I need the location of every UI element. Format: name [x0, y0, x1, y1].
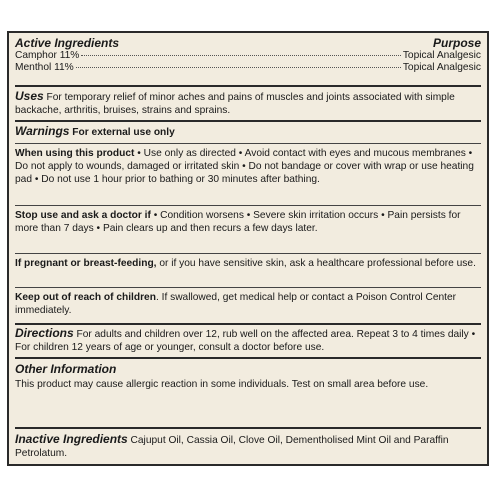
- other-info-section: [15, 363, 481, 391]
- section-divider: [15, 357, 481, 359]
- inactive-ingredients-section: [15, 433, 481, 460]
- directions-heading: Directions: [15, 326, 74, 340]
- ingredient-name: Camphor 11%: [15, 50, 80, 61]
- stop-use-section: [15, 209, 481, 235]
- ingredient-purpose: Topical Analgesic: [402, 50, 481, 61]
- warnings-header: [15, 125, 481, 139]
- uses-text: For temporary relief of minor aches and pains of muscles and joints associated with simple backache, arthritis, bruises, strains and sprains.: [15, 92, 455, 116]
- inactive-ingredients-heading: Inactive Ingredients: [15, 432, 128, 446]
- directions-text: For adults and children over 12, rub well on the affected area. Repeat 3 to 4 times daily • For children 12 years of age or younger, consult a doctor before use.: [15, 329, 476, 353]
- ingredient-purpose: Topical Analgesic: [402, 62, 481, 73]
- children-section: [15, 291, 481, 317]
- inactive-ingredients-text: Cajuput Oil, Cassia Oil, Clove Oil, Dementholised Mint Oil and Paraffin Petrolatum.: [15, 435, 449, 459]
- when-using-text: • Use only as directed • Avoid contact with eyes and mucous membranes • Do not apply to wounds, damaged or irritated skin • Do not bandage or cover with wrap or use heating pad • Do not use 1 hour prior to bathing or 30 minutes after bathing.: [15, 148, 474, 185]
- ingredient-name: Menthol 11%: [15, 62, 74, 73]
- section-divider: [15, 143, 481, 144]
- section-divider: [15, 120, 481, 122]
- section-divider: [15, 323, 481, 325]
- stop-use-label: Stop use and ask a doctor if: [15, 210, 151, 221]
- dot-leader: [81, 55, 400, 56]
- children-text: . If swallowed, get medical help or contact a Poison Control Center immediately.: [15, 292, 457, 316]
- pregnancy-label: If pregnant or breast-feeding,: [15, 258, 157, 269]
- pregnancy-text: or if you have sensitive skin, ask a healthcare professional before use.: [156, 258, 476, 269]
- active-ingredients-heading: Active Ingredients: [15, 36, 120, 50]
- uses-heading: Uses: [15, 89, 44, 103]
- drug-facts-panel: [7, 31, 489, 466]
- when-using-label: When using this product: [15, 148, 135, 159]
- purpose-heading: Purpose: [432, 36, 481, 50]
- uses-section: [15, 90, 481, 117]
- other-info-text: This product may cause allergic reaction in some individuals. Test on small area before use.: [15, 379, 429, 390]
- directions-section: [15, 327, 481, 354]
- stop-use-text: • Condition worsens • Severe skin irritation occurs • Pain persists for more than 7 days • Pain clears up and then recurs a few days later.: [15, 210, 461, 234]
- section-divider: [15, 253, 481, 254]
- section-divider: [15, 287, 481, 288]
- ingredient-row: [15, 50, 481, 62]
- section-divider: [15, 427, 481, 429]
- warnings-subheading: For external use only: [69, 127, 175, 138]
- section-divider: [15, 205, 481, 206]
- pregnancy-section: [15, 257, 481, 270]
- when-using-section: [15, 147, 481, 186]
- warnings-heading: Warnings: [15, 124, 70, 138]
- children-label: Keep out of reach of children: [15, 292, 156, 303]
- section-divider: [15, 85, 481, 87]
- dot-leader: [76, 67, 401, 68]
- active-ingredients-section: [15, 36, 481, 74]
- other-info-heading: Other Information: [15, 362, 117, 376]
- ingredient-row: [15, 62, 481, 74]
